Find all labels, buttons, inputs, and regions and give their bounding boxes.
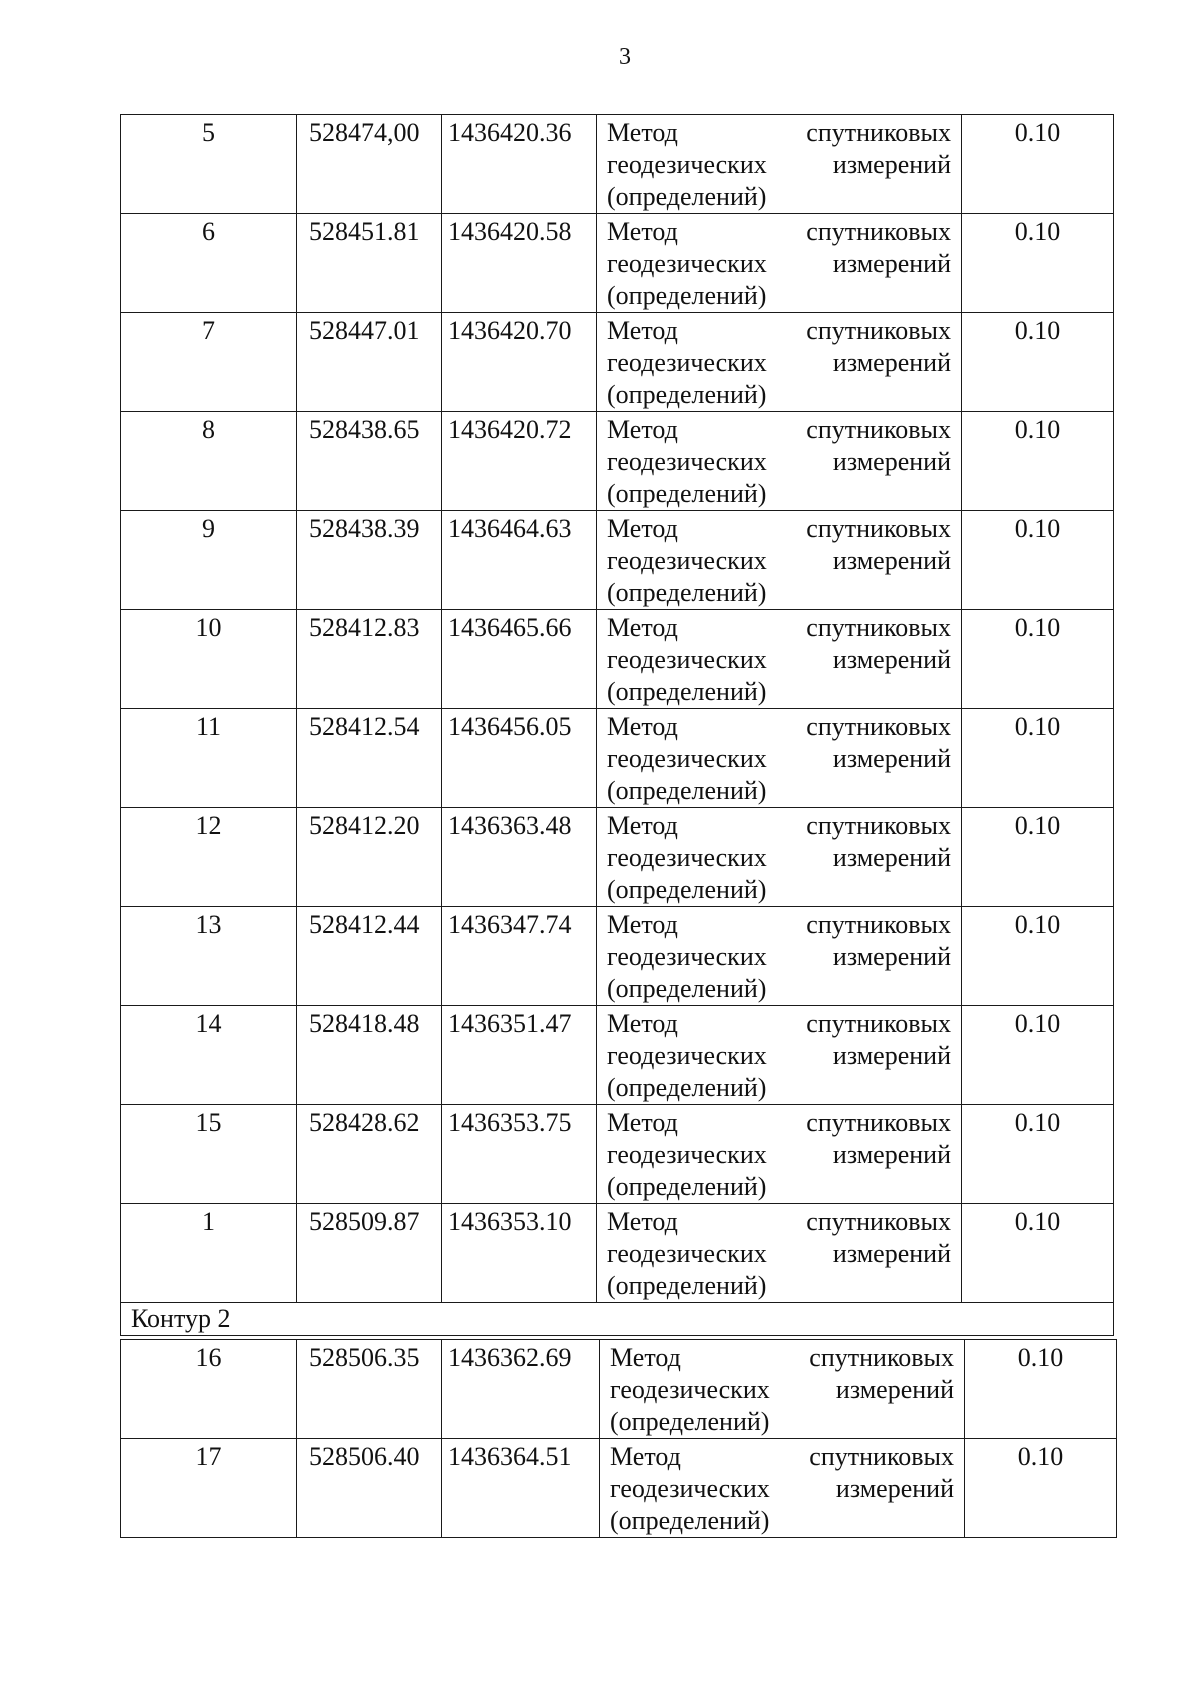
method-word-1: Метод (607, 316, 678, 345)
x-coordinate: 528412.54 (297, 709, 442, 808)
accuracy-value: 0.10 (962, 412, 1114, 511)
method-word-3: геодезических (607, 447, 767, 476)
method-cell (597, 808, 962, 907)
method-word-3: геодезических (607, 744, 767, 773)
method-word-5: (определений) (607, 479, 767, 508)
x-coordinate: 528418.48 (297, 1006, 442, 1105)
y-coordinate: 1436420.36 (442, 115, 597, 214)
method-word-3: геодезических (607, 645, 767, 674)
method-word-5: (определений) (607, 1172, 767, 1201)
x-coordinate: 528506.40 (297, 1439, 442, 1538)
accuracy-value: 0.10 (962, 1204, 1114, 1303)
table-row (121, 412, 1114, 511)
method-word-4: измерений (832, 348, 951, 377)
accuracy-value: 0.10 (965, 1439, 1117, 1538)
method-word-3: геодезических (607, 150, 767, 179)
point-number: 9 (121, 511, 297, 610)
method-word-5: (определений) (607, 1073, 767, 1102)
method-word-2: спутниковых (806, 712, 951, 741)
method-word-3: геодезических (607, 546, 767, 575)
method-word-1: Метод (607, 1207, 678, 1236)
table-row (121, 1006, 1114, 1105)
y-coordinate: 1436420.72 (442, 412, 597, 511)
accuracy-value: 0.10 (962, 115, 1114, 214)
method-word-2: спутниковых (809, 1343, 954, 1372)
method-word-2: спутниковых (809, 1442, 954, 1471)
method-word-3: геодезических (607, 942, 767, 971)
table-row (121, 115, 1114, 214)
y-coordinate: 1436347.74 (442, 907, 597, 1006)
method-word-1: Метод (607, 1108, 678, 1137)
accuracy-value: 0.10 (962, 907, 1114, 1006)
point-number: 6 (121, 214, 297, 313)
y-coordinate: 1436364.51 (442, 1439, 600, 1538)
method-word-1: Метод (607, 415, 678, 444)
point-number: 13 (121, 907, 297, 1006)
method-word-1: Метод (607, 118, 678, 147)
method-cell (597, 115, 962, 214)
method-word-3: геодезических (607, 843, 767, 872)
y-coordinate: 1436420.58 (442, 214, 597, 313)
x-coordinate: 528509.87 (297, 1204, 442, 1303)
y-coordinate: 1436456.05 (442, 709, 597, 808)
y-coordinate: 1436420.70 (442, 313, 597, 412)
method-word-4: измерений (832, 744, 951, 773)
method-word-4: измерений (832, 942, 951, 971)
method-word-3: геодезических (607, 348, 767, 377)
point-number: 17 (121, 1439, 297, 1538)
method-word-3: геодезических (610, 1474, 770, 1503)
method-word-2: спутниковых (806, 217, 951, 246)
y-coordinate: 1436363.48 (442, 808, 597, 907)
method-word-3: геодезических (607, 1041, 767, 1070)
method-word-2: спутниковых (806, 118, 951, 147)
coordinates-table (120, 114, 1114, 1336)
method-cell (597, 907, 962, 1006)
method-word-3: геодезических (607, 249, 767, 278)
method-word-4: измерений (835, 1474, 954, 1503)
point-number: 15 (121, 1105, 297, 1204)
y-coordinate: 1436353.75 (442, 1105, 597, 1204)
table-row (121, 1439, 1117, 1538)
method-word-2: спутниковых (806, 1108, 951, 1137)
table-row (121, 313, 1114, 412)
x-coordinate: 528506.35 (297, 1340, 442, 1439)
method-word-2: спутниковых (806, 316, 951, 345)
method-word-4: измерений (832, 1140, 951, 1169)
method-cell (597, 709, 962, 808)
y-coordinate: 1436351.47 (442, 1006, 597, 1105)
method-word-2: спутниковых (806, 1207, 951, 1236)
point-number: 12 (121, 808, 297, 907)
accuracy-value: 0.10 (962, 214, 1114, 313)
method-cell (597, 610, 962, 709)
table-row (121, 1204, 1114, 1303)
method-cell (597, 1204, 962, 1303)
method-word-5: (определений) (607, 677, 767, 706)
y-coordinate: 1436362.69 (442, 1340, 600, 1439)
method-word-1: Метод (607, 514, 678, 543)
method-word-4: измерений (832, 1239, 951, 1268)
method-word-5: (определений) (610, 1407, 770, 1436)
method-word-1: Метод (610, 1343, 681, 1372)
method-word-5: (определений) (607, 281, 767, 310)
method-word-1: Метод (607, 1009, 678, 1038)
method-word-2: спутниковых (806, 415, 951, 444)
point-number: 8 (121, 412, 297, 511)
method-word-4: измерений (832, 645, 951, 674)
method-word-1: Метод (607, 712, 678, 741)
method-cell (597, 412, 962, 511)
accuracy-value: 0.10 (962, 1006, 1114, 1105)
accuracy-value: 0.10 (962, 610, 1114, 709)
method-word-4: измерений (835, 1375, 954, 1404)
method-word-3: геодезических (610, 1375, 770, 1404)
point-number: 5 (121, 115, 297, 214)
y-coordinate: 1436464.63 (442, 511, 597, 610)
point-number: 7 (121, 313, 297, 412)
x-coordinate: 528438.65 (297, 412, 442, 511)
y-coordinate: 1436353.10 (442, 1204, 597, 1303)
accuracy-value: 0.10 (962, 511, 1114, 610)
x-coordinate: 528474,00 (297, 115, 442, 214)
method-word-5: (определений) (610, 1506, 770, 1535)
y-coordinate: 1436465.66 (442, 610, 597, 709)
method-cell (597, 511, 962, 610)
method-word-1: Метод (610, 1442, 681, 1471)
method-word-4: измерений (832, 546, 951, 575)
method-word-2: спутниковых (806, 514, 951, 543)
method-word-4: измерений (832, 150, 951, 179)
table-row (121, 1105, 1114, 1204)
method-cell (597, 1105, 962, 1204)
method-word-5: (определений) (607, 1271, 767, 1300)
method-word-5: (определений) (607, 578, 767, 607)
method-cell (597, 1006, 962, 1105)
table-row (121, 709, 1114, 808)
table-row (121, 907, 1114, 1006)
method-word-2: спутниковых (806, 1009, 951, 1038)
method-word-3: геодезических (607, 1140, 767, 1169)
method-word-5: (определений) (607, 875, 767, 904)
method-word-5: (определений) (607, 380, 767, 409)
method-word-4: измерений (832, 1041, 951, 1070)
method-cell (597, 313, 962, 412)
point-number: 11 (121, 709, 297, 808)
accuracy-value: 0.10 (962, 313, 1114, 412)
x-coordinate: 528447.01 (297, 313, 442, 412)
method-cell (600, 1340, 965, 1439)
method-word-2: спутниковых (806, 811, 951, 840)
accuracy-value: 0.10 (962, 808, 1114, 907)
table-row (121, 214, 1114, 313)
x-coordinate: 528428.62 (297, 1105, 442, 1204)
table-row (121, 511, 1114, 610)
method-word-1: Метод (607, 910, 678, 939)
method-word-5: (определений) (607, 974, 767, 1003)
method-word-1: Метод (607, 217, 678, 246)
method-word-4: измерений (832, 447, 951, 476)
contour-label: Контур 2 (121, 1303, 1114, 1336)
x-coordinate: 528412.20 (297, 808, 442, 907)
page-number: 3 (619, 44, 631, 70)
accuracy-value: 0.10 (962, 709, 1114, 808)
x-coordinate: 528412.83 (297, 610, 442, 709)
method-word-2: спутниковых (806, 910, 951, 939)
point-number: 1 (121, 1204, 297, 1303)
point-number: 14 (121, 1006, 297, 1105)
method-word-3: геодезических (607, 1239, 767, 1268)
method-cell (600, 1439, 965, 1538)
accuracy-value: 0.10 (965, 1340, 1117, 1439)
method-word-1: Метод (607, 613, 678, 642)
x-coordinate: 528451.81 (297, 214, 442, 313)
method-word-1: Метод (607, 811, 678, 840)
method-word-5: (определений) (607, 776, 767, 805)
point-number: 16 (121, 1340, 297, 1439)
x-coordinate: 528438.39 (297, 511, 442, 610)
method-word-4: измерений (832, 249, 951, 278)
method-word-4: измерений (832, 843, 951, 872)
method-cell (597, 214, 962, 313)
method-word-5: (определений) (607, 182, 767, 211)
contour-2-table (120, 1339, 1117, 1538)
point-number: 10 (121, 610, 297, 709)
method-word-2: спутниковых (806, 613, 951, 642)
x-coordinate: 528412.44 (297, 907, 442, 1006)
table-row (121, 1340, 1117, 1439)
table-row (121, 808, 1114, 907)
accuracy-value: 0.10 (962, 1105, 1114, 1204)
table-row (121, 610, 1114, 709)
contour-header-row (121, 1303, 1114, 1336)
